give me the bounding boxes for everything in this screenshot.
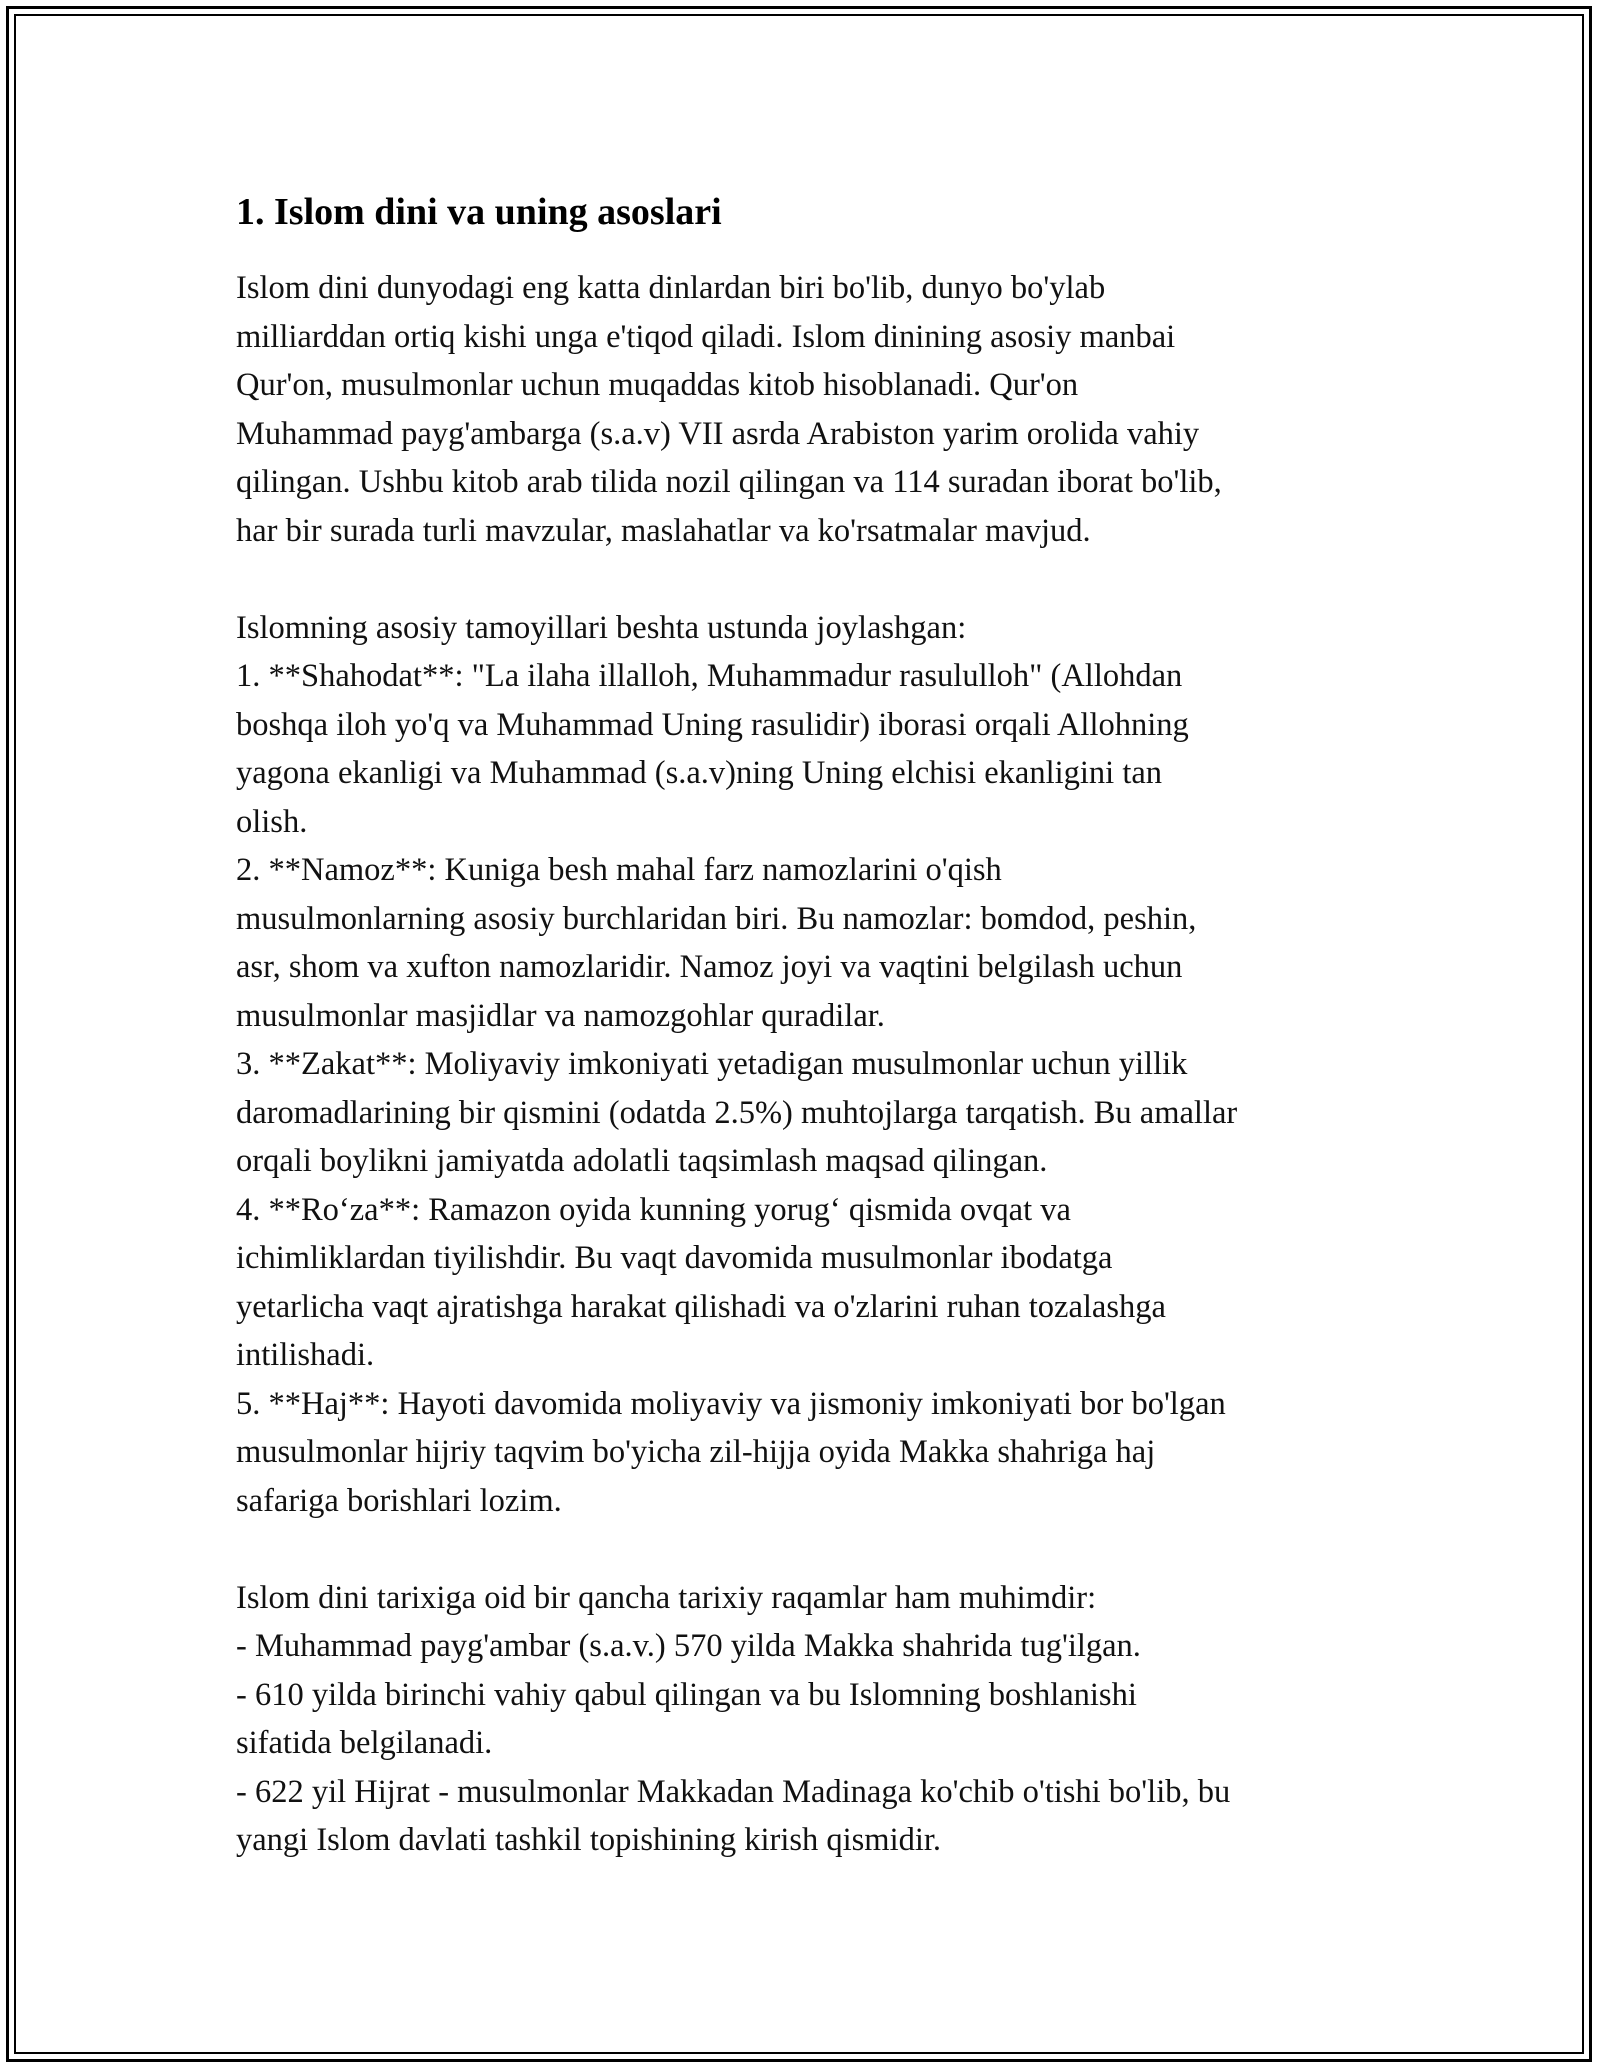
text-line: orqali boylikni jamiyatda adolatli taqsimlash maqsad qilingan. <box>236 1143 1048 1179</box>
text-line: yetarlicha vaqt ajratishga harakat qilishadi va o'zlarini ruhan tozalashga <box>236 1288 1166 1325</box>
text-line: 1. **Shahodat**: "La ilaha illalloh, Muhammadur rasululloh" (Allohdan <box>236 658 1183 694</box>
text-line: 4. **Ro‘za**: Ramazon oyida kunning yorug‘ qismida ovqat va <box>236 1191 1071 1228</box>
pillars-paragraph <box>236 604 1386 1526</box>
document-body <box>236 188 1386 1865</box>
text-line: Islom dini dunyodagi eng katta dinlardan biri bo'lib, dunyo bo'ylab <box>236 270 1106 306</box>
paragraph-gap <box>236 555 1386 604</box>
text-line: sifatida belgilanadi. <box>236 1725 493 1761</box>
text-line: - 622 yil Hijrat - musulmonlar Makkadan Madinaga ko'chib o'tishi bo'lib, bu <box>236 1773 1231 1810</box>
text-line: 3. **Zakat**: Moliyaviy imkoniyati yetadigan musulmonlar uchun yillik <box>236 1046 1188 1082</box>
text-line: ichimliklardan tiyilishdir. Bu vaqt davomida musulmonlar ibodatga <box>236 1240 1113 1276</box>
text-line: milliarddan ortiq kishi unga e'tiqod qiladi. Islom dinining asosiy manbai <box>236 318 1176 355</box>
text-line: musulmonlarning asosiy burchlaridan biri. Bu namozlar: bomdod, peshin, <box>236 900 1197 937</box>
text-line: 2. **Namoz**: Kuniga besh mahal farz namozlarini o'qish <box>236 852 1002 888</box>
text-line: Muhammad payg'ambarga (s.a.v) VII asrda Arabiston yarim orolida vahiy <box>236 415 1200 452</box>
section-heading: 1. Islom dini va uning asoslari <box>236 191 722 233</box>
text-line: har bir surada turli mavzular, maslahatlar va ko'rsatmalar mavjud. <box>236 512 1091 549</box>
text-line: Islomning asosiy tamoyillari beshta ustunda joylashgan: <box>236 609 967 646</box>
paragraph-gap <box>236 1525 1386 1574</box>
text-line: yagona ekanligi va Muhammad (s.a.v)ning Uning elchisi ekanligini tan <box>236 755 1163 791</box>
text-line: - 610 yilda birinchi vahiy qabul qilingan va bu Islomning boshlanishi <box>236 1676 1137 1713</box>
text-line: asr, shom va xufton namozlaridir. Namoz joyi va vaqtini belgilash uchun <box>236 949 1183 985</box>
text-line: Qur'on, musulmonlar uchun muqaddas kitob hisoblanadi. Qur'on <box>236 367 1079 403</box>
text-line: boshqa iloh yo'q va Muhammad Uning rasulidir) iborasi orqali Allohning <box>236 706 1189 743</box>
text-line: qilingan. Ushbu kitob arab tilida nozil qilingan va 114 suradan iborat bo'lib, <box>236 464 1222 500</box>
text-line: intilishadi. <box>236 1337 375 1373</box>
text-line: safariga borishlari lozim. <box>236 1482 562 1519</box>
text-line: daromadlarining bir qismini (odatda 2.5%) muhtojlarga tarqatish. Bu amallar <box>236 1094 1238 1131</box>
text-line: - Muhammad payg'ambar (s.a.v.) 570 yilda Makka shahrida tug'ilgan. <box>236 1628 1141 1664</box>
history-paragraph <box>236 1574 1386 1865</box>
text-line: musulmonlar masjidlar va namozgohlar quradilar. <box>236 997 885 1034</box>
intro-paragraph <box>236 264 1386 555</box>
text-line: musulmonlar hijriy taqvim bo'yicha zil-hijja oyida Makka shahriga haj <box>236 1434 1156 1470</box>
text-line: Islom dini tarixiga oid bir qancha tarixiy raqamlar ham muhimdir: <box>236 1579 1097 1616</box>
text-line: olish. <box>236 803 308 840</box>
text-line: yangi Islom davlati tashkil topishining kirish qismidir. <box>236 1822 942 1858</box>
text-line: 5. **Haj**: Hayoti davomida moliyaviy va jismoniy imkoniyati bor bo'lgan <box>236 1385 1226 1422</box>
